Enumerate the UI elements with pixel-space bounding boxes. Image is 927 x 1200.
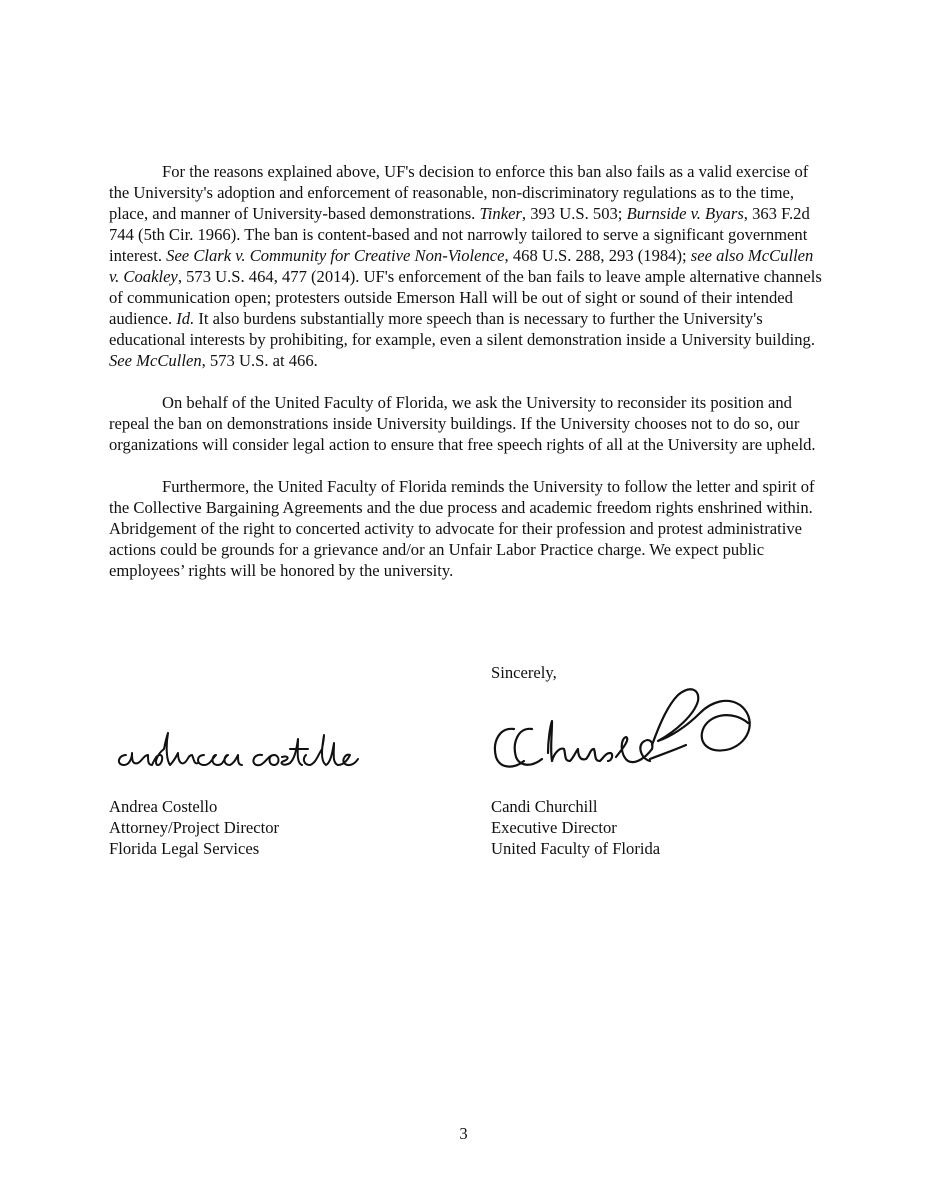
text-segment: , 363 F.2d 744 (5th Cir. 1966). The ban is content-based and not narrowly tailored to serve a significant government interest. [109,204,810,265]
text-segment: It also burdens substantially more speech than is necessary to further the University's educational interests by prohibiting, for example, even a silent demonstration inside a University building. [109,309,815,349]
text-segment: , 468 U.S. 288, 293 (1984); [504,246,691,265]
paragraph-2 [109,392,825,455]
closing-salutation: Sincerely, [491,663,557,682]
text-segment: Furthermore, the United Faculty of Florida reminds the University to follow the letter and spirit of the Collective Bargaining Agreements and the due process and academic freedom rights enshrined within. Abridgement of the right to concerted activity to advocate for their profession and protest administrative actions could be grounds for a grievance and/or an Unfair Labor Practice charge. We expect public employees’ rights will be honored by the university. [109,477,815,580]
signature-andrea-costello [112,725,362,775]
paragraph-3 [109,476,825,581]
signatory-name: Andrea Costello [109,797,218,816]
citation-italic: Id. [176,309,195,328]
signatory-organization: Florida Legal Services [109,839,260,858]
citation-italic: Tinker [479,204,522,223]
signatory-right [491,796,660,859]
text-segment: , 573 U.S. at 466. [201,351,318,370]
letter-body [109,161,825,602]
paragraph-1 [109,161,825,371]
text-segment: On behalf of the United Faculty of Florida, we ask the University to reconsider its position and repeal the ban on demonstrations inside University buildings. If the University chooses not to do so, our organizations will consider legal action to ensure that free speech rights of all at the University are upheld. [109,393,816,454]
citation-italic: see also McCullen v. Coakley [109,246,814,286]
text-segment: , 573 U.S. 464, 477 (2014). UF's enforcement of the ban fails to leave ample alternative channels of communication open; protesters outside Emerson Hall will be out of sight or sound of their intended audience. [109,267,822,328]
signatory-title: Executive Director [491,818,617,837]
signatory-name: Candi Churchill [491,797,598,816]
text-segment: , 393 U.S. 503; [521,204,627,223]
citation-italic: See Clark v. Community for Creative Non-Violence [166,246,505,265]
signatory-organization: United Faculty of Florida [491,839,661,858]
page-number: 3 [459,1124,468,1143]
citation-italic: Burnside v. Byars [626,204,744,223]
signatory-left [109,796,279,859]
text-segment: For the reasons explained above, UF's decision to enforce this ban also fails as a valid exercise of the University's adoption and enforcement of reasonable, non-discriminatory regulations as to the time, place, and manner of University-based demonstrations. [109,162,809,223]
signatory-title: Attorney/Project Director [109,818,280,837]
signature-candi-churchill [490,683,770,778]
citation-italic: See McCullen [109,351,202,370]
